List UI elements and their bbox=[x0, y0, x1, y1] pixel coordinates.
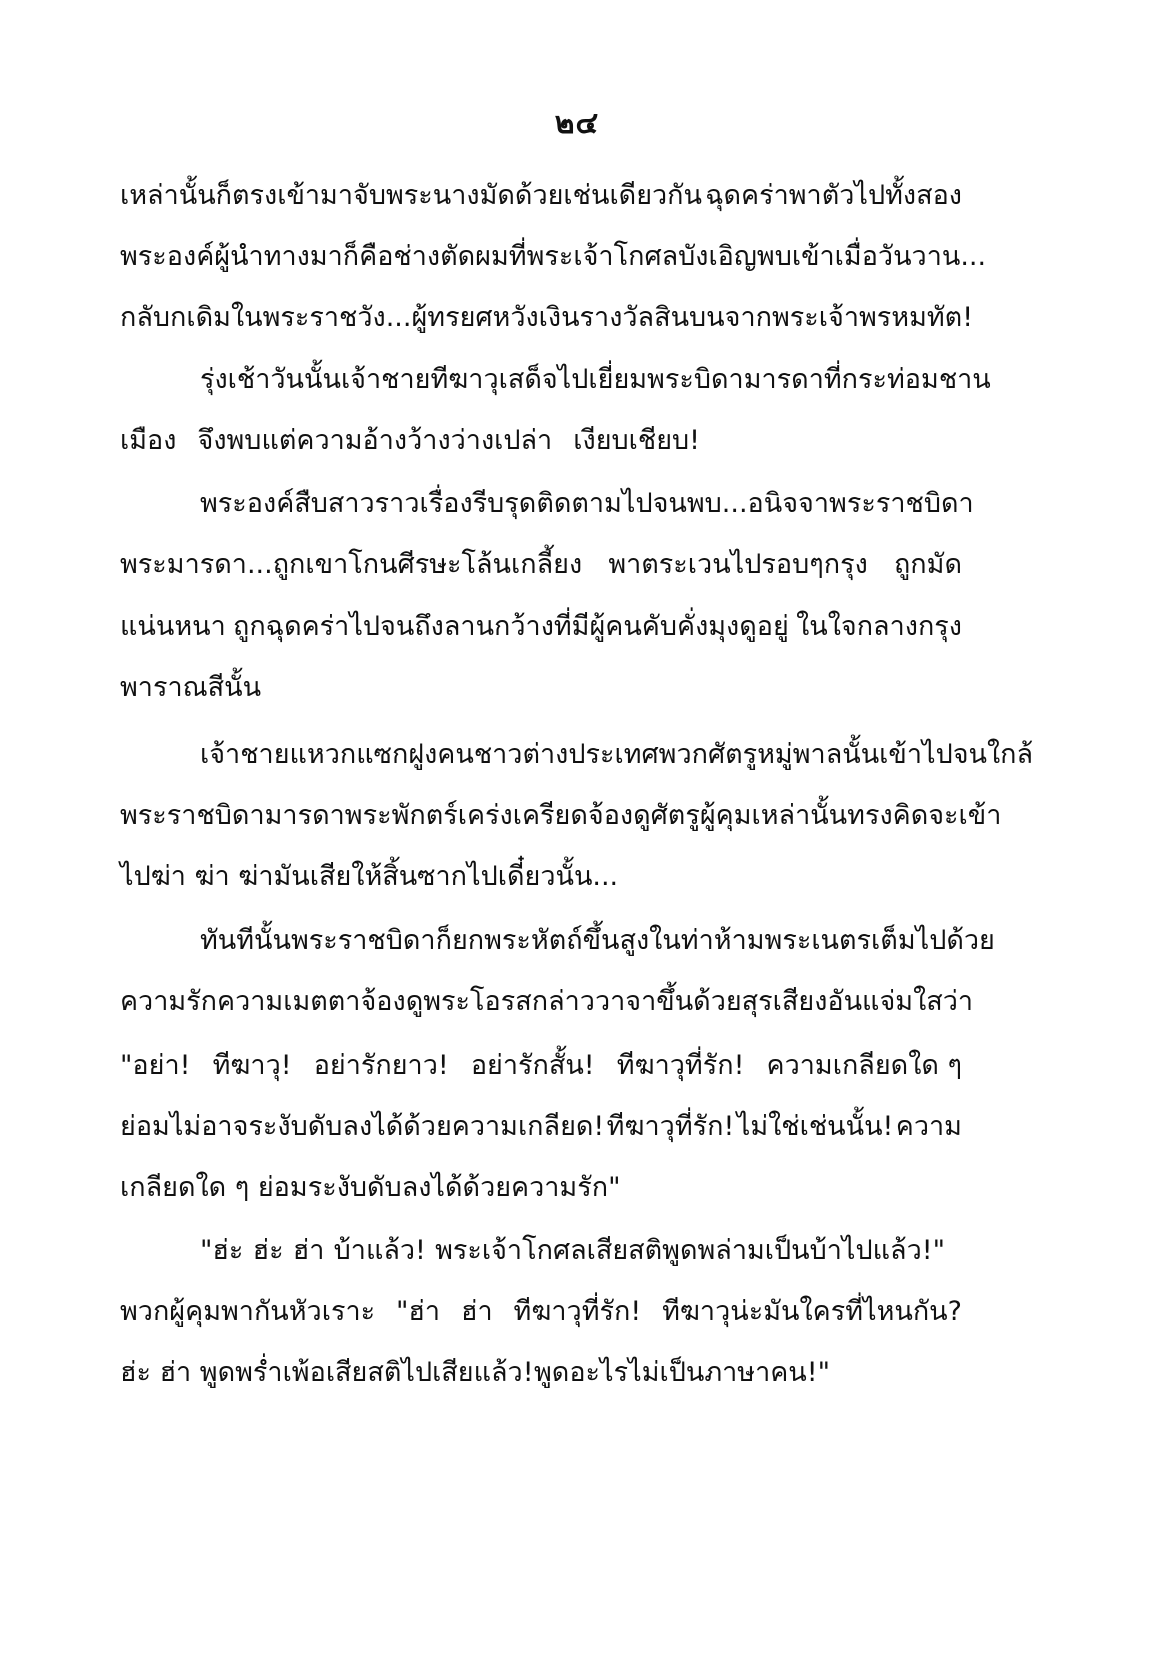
text-line bbox=[120, 421, 700, 461]
text-line bbox=[120, 176, 962, 216]
text-segment: เงียบเชียบ! bbox=[573, 425, 700, 456]
text-line bbox=[120, 668, 261, 708]
text-segment: พระองค์ bbox=[120, 241, 215, 272]
text-line bbox=[120, 1046, 962, 1086]
text-segment: ฮ่ะ bbox=[252, 1235, 284, 1266]
text-segment: ไม่ใช่เช่นนั้น! bbox=[736, 1111, 894, 1142]
text-segment: ทีฆาวุที่รัก! bbox=[513, 1296, 642, 1327]
text-segment: เหล่านั้นก็ตรงเข้ามาจับพระนางมัดด้วยเช่นเดียวกัน bbox=[120, 180, 702, 211]
text-line bbox=[120, 1168, 621, 1208]
text-line bbox=[120, 545, 962, 585]
text-segment: ความ bbox=[895, 1111, 962, 1142]
text-segment: อย่ารักสั้น! bbox=[470, 1050, 595, 1081]
text-segment: พระองค์สืบสาวราวเรื่อง bbox=[200, 488, 473, 519]
text-segment: บ้าแล้ว! bbox=[333, 1235, 426, 1266]
text-segment: ความรักความเมตตาจ้องดูพระโอรส bbox=[120, 986, 532, 1017]
text-line bbox=[120, 298, 974, 338]
text-segment: ทรงคิดจะเข้า bbox=[847, 800, 1002, 831]
text-line bbox=[200, 360, 991, 400]
text-segment: ฉุดคร่าพาตัวไปทั้งสอง bbox=[705, 180, 962, 211]
text-line bbox=[120, 607, 962, 647]
text-segment: ถูกมัด bbox=[893, 549, 962, 580]
text-segment: ย่อมไม่อาจระงับดับลงได้ด้วยความเกลียด! bbox=[120, 1111, 605, 1142]
text-segment: พูดอะไรไม่เป็นภาษาคน!" bbox=[533, 1357, 830, 1388]
text-segment: "อย่า! bbox=[120, 1050, 191, 1081]
text-segment: เจ้าชายทีฆาวุเสด็จไปเยี่ยมพระบิดามารดาที่กระท่อมชาน bbox=[340, 364, 991, 395]
text-segment: กลับกเดิมในพระราชวัง...ผู้ทรยศหวังเงินรางวัลสินบนจากพระเจ้าพรหมทัต! bbox=[120, 302, 974, 333]
text-segment: พวกผู้คุมพากันหัวเราะ bbox=[120, 1296, 376, 1327]
text-segment: ทีฆาวุ! bbox=[212, 1050, 292, 1081]
text-segment: พาตระเวนไปรอบๆกรุง bbox=[608, 549, 868, 580]
text-segment: "ฮ่ะ bbox=[200, 1235, 244, 1266]
text-segment: ไปฆ่า ฆ่า ฆ่ามันเสียให้สิ้นซากไปเดี๋ยวนั้น... bbox=[120, 861, 619, 892]
page-number: ๒๔ bbox=[554, 106, 600, 141]
text-segment: ผู้นำทางมาก็คือช่างตัดผมที่พระเจ้าโกศลบังเอิญพบเข้าเมื่อวันวาน... bbox=[214, 241, 987, 272]
text-segment: กล่าววาจาขึ้นด้วยสุรเสียงอันแจ่มใสว่า bbox=[531, 986, 974, 1017]
text-segment: ทีฆาวุที่รัก! bbox=[616, 1050, 745, 1081]
text-line bbox=[120, 237, 987, 277]
text-line bbox=[120, 796, 1002, 836]
text-line bbox=[120, 1353, 830, 1393]
text-line bbox=[200, 484, 974, 524]
text-segment: พระเนตรเต็มไปด้วย bbox=[764, 925, 995, 956]
text-line bbox=[120, 1107, 962, 1147]
text-line bbox=[120, 1292, 962, 1332]
text-segment: พระเจ้าโกศลเสียสติพูดพล่ามเป็นบ้าไปแล้ว!" bbox=[435, 1235, 945, 1266]
text-segment: พระมารดา...ถูกเขาโกนศีรษะโล้นเกลี้ยง bbox=[120, 549, 583, 580]
text-segment: จึงพบแต่ความอ้างว้างว่างเปล่า bbox=[197, 425, 553, 456]
text-segment: พระพักตร์เคร่งเครียดจ้องดูศัตรูผู้คุมเหล่านั้น bbox=[344, 800, 848, 831]
text-segment: แน่นหนา bbox=[120, 611, 226, 642]
text-segment: ทันทีนั้นพระราชบิดาก็ยกพระหัตถ์ขึ้นสูงในท่าห้าม bbox=[200, 925, 765, 956]
text-segment: ฮ่ะ ฮ่า พูดพร่ำเพ้อเสียสติไปเสียแล้ว! bbox=[120, 1357, 534, 1388]
text-line bbox=[200, 1231, 945, 1271]
text-segment: ทีฆาวุน่ะมันใครที่ไหนกัน? bbox=[662, 1296, 962, 1327]
text-line bbox=[120, 857, 618, 897]
text-segment: ในใจกลางกรุง bbox=[796, 611, 962, 642]
text-segment: พาราณสีนั้น bbox=[120, 672, 262, 703]
text-segment: ถูกฉุดคร่าไปจนถึงลานกว้างที่มีผู้คนคับคั่งมุงดูอยู่ bbox=[232, 611, 789, 642]
text-segment: เจ้าชายแหวกแซกฝูงคนชาวต่างประเทศพวกศัตรูหมู่พาลนั้นเข้าไปจนใกล้ bbox=[200, 739, 1034, 770]
text-segment: เกลียดใด ๆ ย่อมระงับดับลงได้ด้วยความรัก" bbox=[120, 1172, 621, 1203]
text-line bbox=[120, 982, 974, 1022]
text-segment: เมือง bbox=[120, 425, 177, 456]
text-segment: อย่ารักยาว! bbox=[313, 1050, 449, 1081]
text-line bbox=[200, 921, 995, 961]
text-segment: พระราชบิดามารดา bbox=[120, 800, 345, 831]
text-segment: "ฮ่า bbox=[396, 1296, 441, 1327]
text-segment: ฮ่า bbox=[460, 1296, 493, 1327]
text-segment: รีบรุดติดตามไปจนพบ...อนิจจา bbox=[472, 488, 830, 519]
text-segment: พระราชบิดา bbox=[829, 488, 974, 519]
text-segment: ทีฆาวุที่รัก! bbox=[606, 1111, 735, 1142]
text-segment: รุ่งเช้าวันนั้น bbox=[200, 364, 341, 395]
text-segment: ความเกลียดใด ๆ bbox=[766, 1050, 962, 1081]
text-segment: ฮ่า bbox=[292, 1235, 325, 1266]
text-line bbox=[200, 735, 1034, 775]
